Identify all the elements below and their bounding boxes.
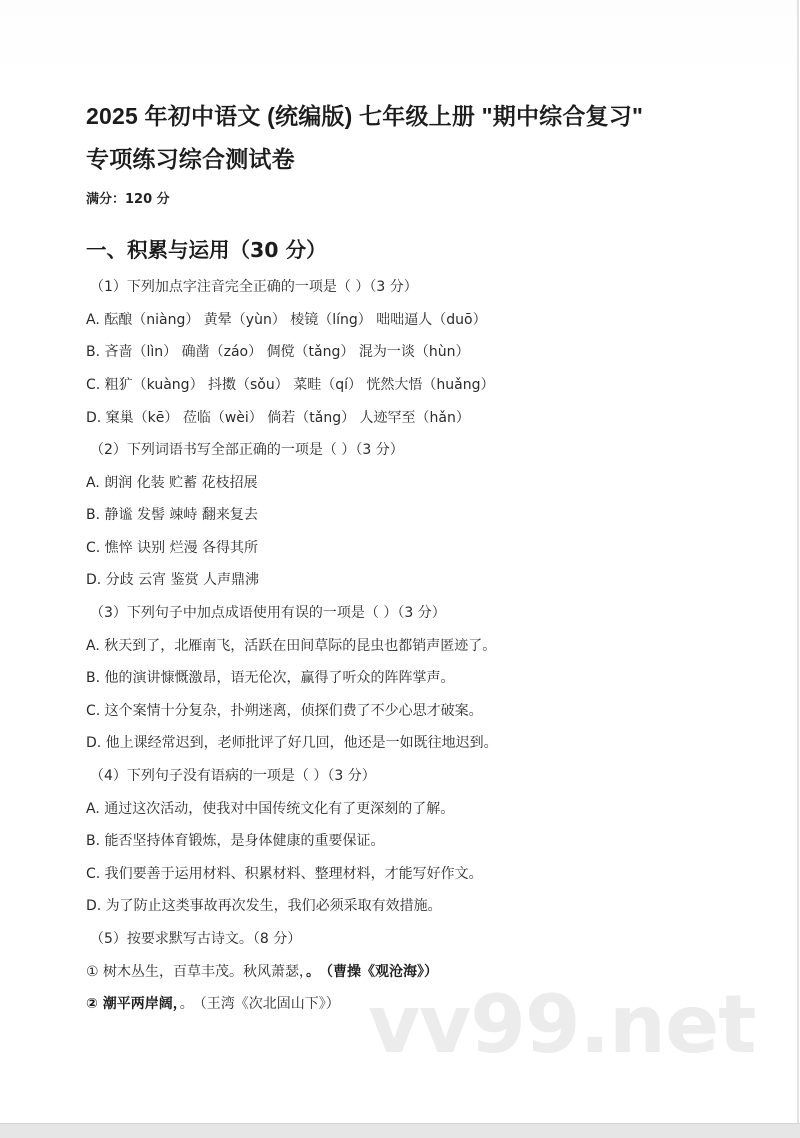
question-3-option-d: D. 他上课经常迟到，老师批评了好几回，他还是一如既往地迟到。 [86, 735, 498, 751]
question-3-option-b: B. 他的演讲慷慨激昂，语无伦次，赢得了听众的阵阵掌声。 [86, 670, 455, 686]
question-5-item-2-source: （王湾《次北固山下》） [199, 996, 340, 1012]
watermark: vv99.net [368, 978, 756, 1071]
question-1-option-b: B. 吝啬（lìn） 确凿（záo） 倜傥（tǎng） 混为一谈（hùn） [86, 344, 470, 360]
full-score-label: 满分：120 分 [86, 192, 170, 207]
question-1-stem: （1）下列加点字注音完全正确的一项是（ ）（3 分） [90, 279, 418, 295]
document-title-line2: 专项练习综合测试卷 [86, 146, 295, 172]
question-4-option-b: B. 能否坚持体育锻炼，是身体健康的重要保证。 [86, 833, 385, 849]
page-bottom-edge [0, 1123, 800, 1138]
question-2-option-b: B. 静谧 发髻 竦峙 翻来复去 [86, 507, 258, 523]
question-3-stem: （3）下列句子中加点成语使用有误的一项是（ ）（3 分） [90, 605, 446, 621]
question-5-item-1-blank: 。 [306, 964, 321, 980]
question-2-stem: （2）下列词语书写全部正确的一项是（ ）（3 分） [90, 442, 404, 458]
section-heading: 一、积累与运用（30 分） [86, 238, 327, 262]
question-5-item-1-text: ① 树木丛生，百草丰茂。秋风萧瑟， [86, 964, 307, 980]
question-4-stem: （4）下列句子没有语病的一项是（ ）（3 分） [90, 768, 376, 784]
question-4-option-a: A. 通过这次活动，使我对中国传统文化有了更深刻的了解。 [86, 801, 455, 817]
question-2-option-d: D. 分歧 云宵 鉴赏 人声鼎沸 [86, 572, 260, 588]
question-1-option-a: A. 酝酿（niàng） 黄晕（yùn） 棱镜（líng） 咄咄逼人（duō） [86, 312, 487, 328]
question-2-option-c: C. 憔悴 诀别 烂漫 各得其所 [86, 540, 259, 556]
question-3-option-a: A. 秋天到了，北雁南飞，活跃在田间草际的昆虫也都销声匿迹了。 [86, 638, 497, 654]
question-2-option-a: A. 朗润 化装 贮蓄 花枝招展 [86, 475, 258, 491]
question-5-item-1-source: （曹操《观沧海》） [326, 964, 439, 980]
question-3-option-c: C. 这个案情十分复杂，扑朔迷离，侦探们费了不少心思才破案。 [86, 703, 483, 719]
question-4-option-c: C. 我们要善于运用材料、积累材料、整理材料，才能写好作文。 [86, 866, 483, 882]
question-5-item-2-blank: 。 [179, 996, 194, 1012]
question-1-option-d: D. 窠巢（kē） 莅临（wèi） 倘若（tǎng） 人迹罕至（hǎn） [86, 410, 470, 426]
document-title-line1: 2025 年初中语文 (统编版) 七年级上册 "期中综合复习" [86, 103, 644, 129]
question-1-option-c: C. 粗犷（kuàng） 抖擞（sǒu） 菜畦（qí） 恍然大悟（huǎng） [86, 377, 495, 393]
question-4-option-d: D. 为了防止这类事故再次发生，我们必须采取有效措施。 [86, 898, 442, 914]
question-5-stem: （5）按要求默写古诗文。（8 分） [90, 931, 302, 947]
question-5-item-2-text: ② 潮平两岸阔， [86, 996, 180, 1012]
question-5-item-2 [86, 994, 340, 1014]
